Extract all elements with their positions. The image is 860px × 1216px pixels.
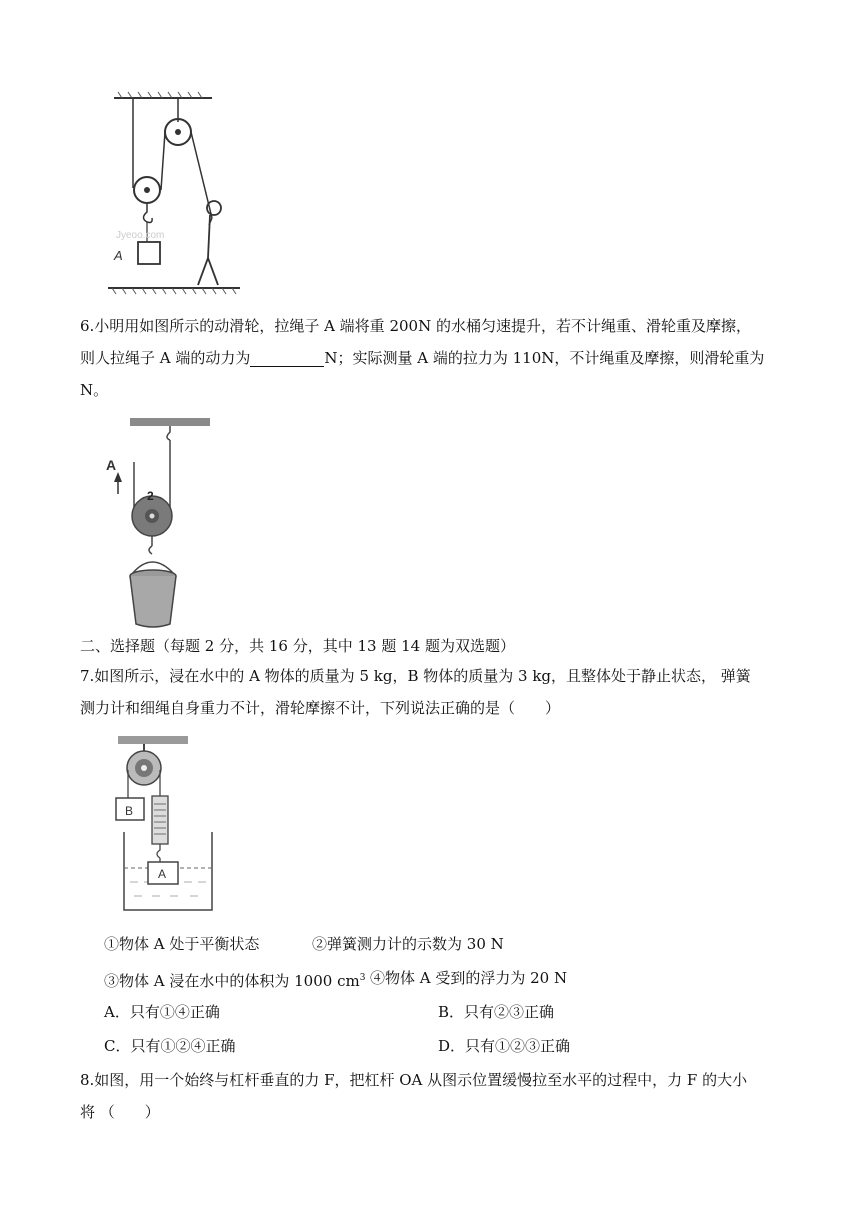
option-d[interactable]: D．只有①②③正确 (438, 1037, 571, 1055)
statement-4: ④物体 A 受到的浮力为 20 N (370, 969, 568, 987)
fig2-label-a: A (106, 457, 117, 473)
pulley-person-figure (100, 90, 250, 300)
fig1-label-a: A (114, 248, 123, 263)
q8-line-2: 将 （ ） (80, 1103, 160, 1121)
fig2-label-2: 2 (147, 489, 154, 503)
q6-line-1: 6.小明用如图所示的动滑轮，拉绳子 A 端将重 200N 的水桶匀速提升，若不计绳重、滑轮重及摩擦， (80, 317, 751, 335)
statement-3-text: ③物体 A 浸在水中的体积为 1000 cm (104, 972, 360, 990)
q6-line-2-end: N；实际测量 A 端的拉力为 110N，不计绳重及摩擦，则滑轮重为 (324, 349, 765, 367)
section-heading: 二、选择题（每题 2 分，共 16 分，其中 13 题 14 题为双选题） (80, 637, 515, 655)
q7-line-1: 7.如图所示，浸在水中的 A 物体的质量为 5 kg，B 物体的质量为 3 kg，且整体处于静止状态， 弹簧 (80, 667, 751, 685)
fig3-label-b: B (125, 804, 134, 818)
statement-1: ①物体 A 处于平衡状态 (104, 935, 260, 953)
statement-2: ②弹簧测力计的示数为 30 N (312, 935, 504, 953)
q6-line-2-start: 则人拉绳子 A 端的动力为 (80, 349, 251, 367)
fig3-label-a: A (158, 867, 167, 881)
option-b[interactable]: B．只有②③正确 (438, 1003, 555, 1021)
option-c[interactable]: C．只有①②④正确 (104, 1037, 236, 1055)
option-a[interactable]: A．只有①④正确 (104, 1003, 220, 1021)
statement-3 (104, 962, 365, 997)
q7-line-2: 测力计和细绳自身重力不计，滑轮摩擦不计，下列说法正确的是（ ） (80, 699, 561, 717)
bucket-pulley-figure (104, 412, 214, 634)
watermark: Jyeoo.com (116, 230, 165, 241)
spring-scale-figure (108, 730, 224, 916)
statement-3-superscript: 3 (359, 973, 366, 983)
q6-line-3: N。 (80, 381, 109, 399)
answer-blank (250, 348, 324, 367)
q6-line-2 (80, 342, 764, 374)
q8-line-1: 8.如图，用一个始终与杠杆垂直的力 F，把杠杆 OA 从图示位置缓慢拉至水平的过程中，力 F 的大小 (80, 1071, 748, 1089)
